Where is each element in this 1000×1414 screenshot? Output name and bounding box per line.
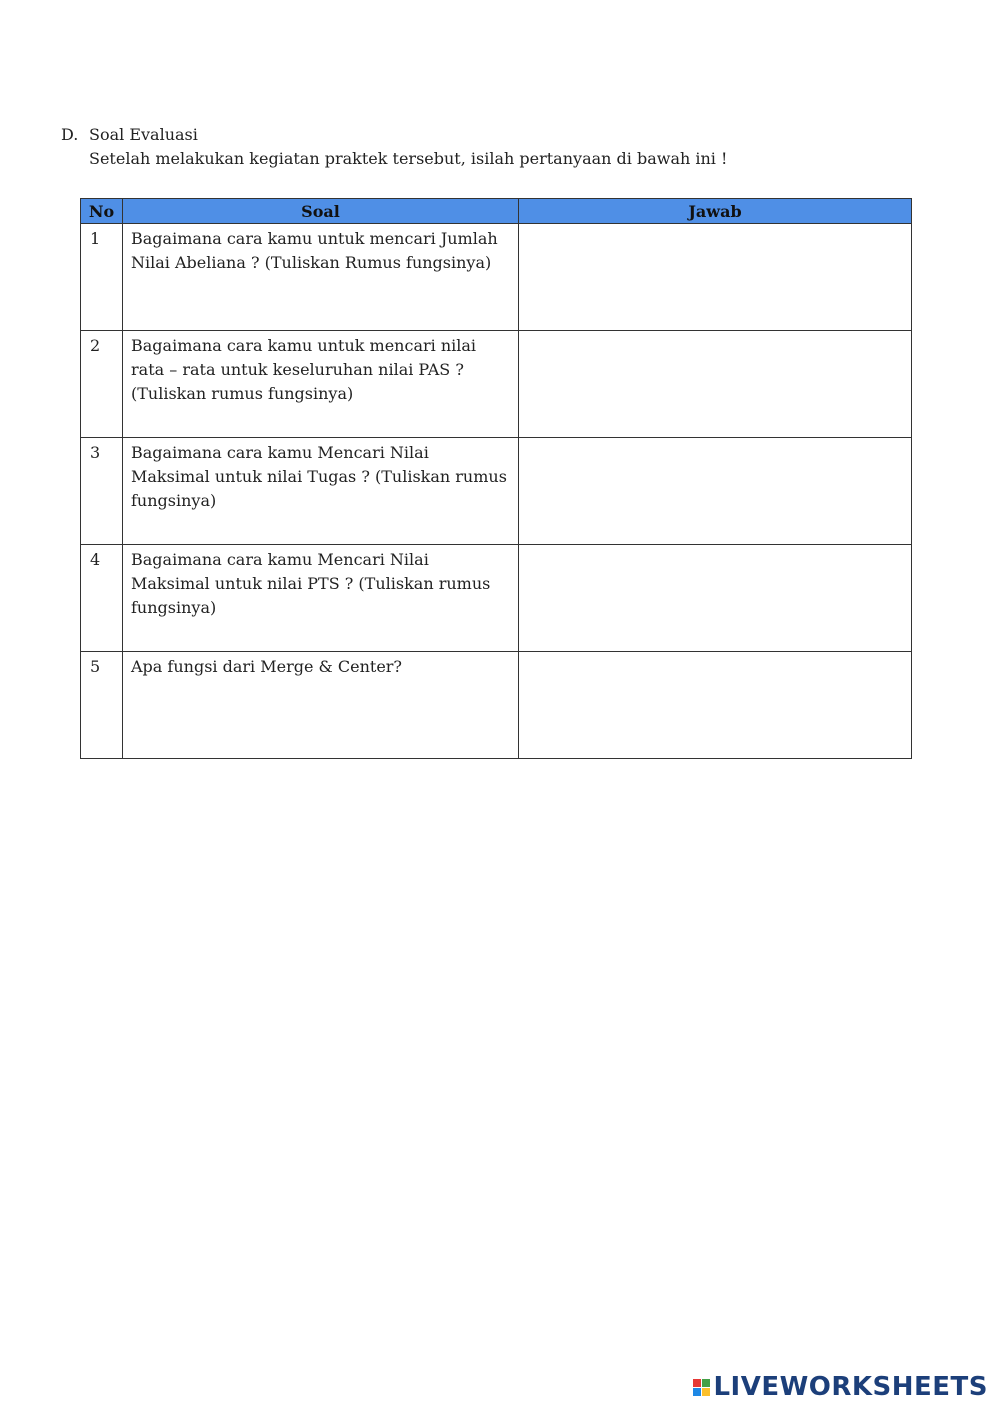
row-number: 3	[81, 438, 123, 545]
section-letter: D.	[61, 125, 79, 144]
row-answer-cell[interactable]	[519, 438, 912, 545]
table-row	[81, 545, 912, 652]
liveworksheets-logo-icon	[693, 1379, 710, 1396]
logo-square-red	[693, 1379, 701, 1387]
row-answer-cell[interactable]	[519, 652, 912, 759]
row-question: Bagaimana cara kamu untuk mencari nilai rata – rata untuk keseluruhan nilai PAS ? (Tuliskan rumus fungsinya)	[123, 331, 519, 438]
row-question: Apa fungsi dari Merge & Center?	[123, 652, 519, 759]
header-question: Soal	[123, 199, 519, 224]
section-instruction: Setelah melakukan kegiatan praktek tersebut, isilah pertanyaan di bawah ini !	[89, 149, 728, 168]
row-question: Bagaimana cara kamu untuk mencari Jumlah Nilai Abeliana ? (Tuliskan Rumus fungsinya)	[123, 224, 519, 331]
row-question: Bagaimana cara kamu Mencari Nilai Maksimal untuk nilai PTS ? (Tuliskan rumus fungsinya)	[123, 545, 519, 652]
table-row	[81, 438, 912, 545]
table-row	[81, 224, 912, 331]
row-number: 5	[81, 652, 123, 759]
row-answer-cell[interactable]	[519, 224, 912, 331]
section-heading	[61, 125, 198, 144]
row-answer-cell[interactable]	[519, 545, 912, 652]
table-row	[81, 331, 912, 438]
row-number: 4	[81, 545, 123, 652]
section-title: Soal Evaluasi	[89, 125, 198, 144]
header-no: No	[81, 199, 123, 224]
row-question: Bagaimana cara kamu Mencari Nilai Maksimal untuk nilai Tugas ? (Tuliskan rumus fungsinya)	[123, 438, 519, 545]
logo-square-yellow	[702, 1388, 710, 1396]
evaluation-table	[80, 198, 912, 759]
logo-square-green	[702, 1379, 710, 1387]
header-answer: Jawab	[519, 199, 912, 224]
table-header-row	[81, 199, 912, 224]
row-answer-cell[interactable]	[519, 331, 912, 438]
row-number: 1	[81, 224, 123, 331]
brand-text: LIVEWORKSHEETS	[713, 1372, 988, 1402]
liveworksheets-branding[interactable]	[693, 1372, 988, 1402]
logo-square-blue	[693, 1388, 701, 1396]
table-row	[81, 652, 912, 759]
row-number: 2	[81, 331, 123, 438]
